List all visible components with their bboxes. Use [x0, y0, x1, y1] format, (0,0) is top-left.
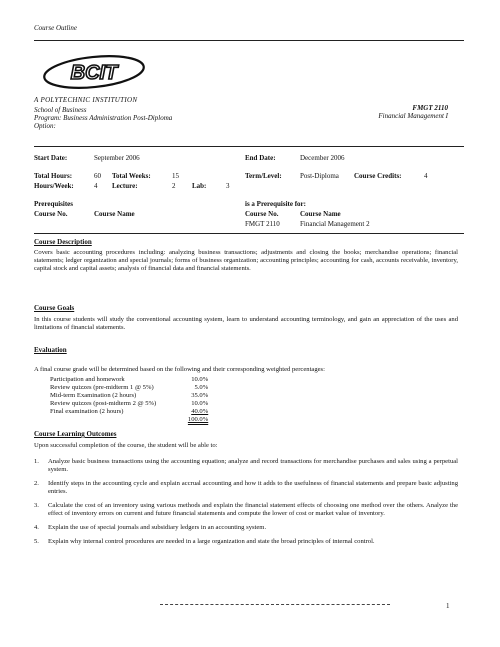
- list-item-number: 2.: [34, 480, 39, 487]
- list-item-text: Identify steps in the accounting cycle and explain accrual accounting and how it adds to the usefulness of financial statements and prepare basic adjusting entries.: [48, 480, 458, 495]
- logo-text: BCIT: [70, 62, 118, 84]
- list-item: [34, 538, 458, 546]
- term-value: Post-Diploma: [300, 172, 339, 180]
- term-label: Term/Level:: [245, 172, 282, 180]
- evaluation-item-label: Review quizzes (post-midterm 2 @ 5%): [50, 400, 157, 407]
- evaluation-row: [50, 392, 208, 400]
- evaluation-intro: A final course grade will be determined based on the following and their corresponding weighted percentages:: [34, 366, 325, 373]
- list-item: [34, 458, 458, 474]
- lecture-value: 2: [172, 182, 176, 190]
- header-rule: [34, 40, 464, 41]
- goals-text: In this course students will study the conventional accounting system, learn to understand accounting terminology, and gain an appreciation of the uses and limitations of financial statements.: [34, 316, 458, 331]
- description-heading: Course Description: [34, 238, 92, 246]
- list-item-text: Explain why internal control procedures are needed in a large organization and state the broad principles of internal control.: [48, 538, 375, 545]
- list-item-number: 1.: [34, 458, 39, 465]
- course-code: FMGT 2110: [412, 104, 448, 112]
- list-item-number: 4.: [34, 524, 39, 531]
- prereq-course-no-label: Course No.: [34, 210, 68, 218]
- outcomes-heading: Course Learning Outcomes: [34, 430, 117, 438]
- lab-label: Lab:: [192, 182, 207, 190]
- option: Option:: [34, 122, 56, 130]
- total-hours-label: Total Hours:: [34, 172, 73, 180]
- page-number: 1: [446, 602, 450, 610]
- outcomes-intro: Upon successful completion of the course, the student will be able to:: [34, 442, 218, 449]
- list-item: [34, 524, 458, 532]
- evaluation-item-pct: 10.0%: [191, 376, 209, 383]
- prereq-for-course-name-label: Course Name: [300, 210, 341, 218]
- hours-week-label: Hours/Week:: [34, 182, 74, 190]
- evaluation-heading: Evaluation: [34, 346, 67, 354]
- info-rule-top: [34, 146, 464, 147]
- evaluation-item-pct: 10.0%: [191, 400, 209, 407]
- evaluation-item-pct: 5.0%: [194, 384, 209, 391]
- evaluation-row: [50, 400, 208, 408]
- total-hours-value: 60: [94, 172, 101, 180]
- evaluation-total: 100.0%: [187, 416, 209, 423]
- evaluation-total-row: [50, 416, 208, 424]
- end-date-value: December 2006: [300, 154, 345, 162]
- footer-rule: [160, 604, 390, 605]
- goals-heading: Course Goals: [34, 304, 75, 312]
- list-item-number: 3.: [34, 502, 39, 509]
- prerequisites-label: Prerequisites: [34, 200, 74, 208]
- program: Program: Business Administration Post-Diploma: [34, 114, 173, 122]
- evaluation-table: [50, 376, 208, 424]
- doc-label: Course Outline: [34, 24, 77, 32]
- total-weeks-value: 15: [172, 172, 179, 180]
- list-item-text: Analyze basic business transactions using the accounting equation; analyze and record transactions for merchandise purchases and sales using a perpetual system.: [48, 458, 458, 473]
- evaluation-row: [50, 408, 208, 416]
- credits-label: Course Credits:: [354, 172, 402, 180]
- lecture-label: Lecture:: [112, 182, 138, 190]
- evaluation-row: [50, 384, 208, 392]
- evaluation-item-pct: 35.0%: [191, 392, 209, 399]
- evaluation-item-label: Mid-term Examination (2 hours): [50, 392, 137, 399]
- institution-tagline: A POLYTECHNIC INSTITUTION: [34, 96, 138, 104]
- list-item-text: Calculate the cost of an inventory using various methods and explain the financial statement effects of choosing one method over the others. Analyze the effect of inventory errors on current and future financial statements and compute the lower of cost or market value of inventory.: [48, 502, 458, 517]
- list-item: [34, 480, 458, 496]
- course-name: Financial Management I: [378, 112, 448, 120]
- bcit-logo: [40, 52, 148, 92]
- evaluation-row: [50, 376, 208, 384]
- list-item: [34, 502, 458, 518]
- credits-value: 4: [424, 172, 428, 180]
- lab-value: 3: [226, 182, 230, 190]
- school: School of Business: [34, 106, 87, 114]
- outcomes-list: [34, 458, 458, 552]
- evaluation-item-label: Participation and homework: [50, 376, 125, 383]
- prereq-course-name-label: Course Name: [94, 210, 135, 218]
- prereq-for-course-name: Financial Management 2: [300, 220, 370, 228]
- evaluation-item-label: Final examination (2 hours): [50, 408, 124, 415]
- list-item-text: Explain the use of special journals and subsidiary ledgers in an accounting system.: [48, 524, 267, 531]
- description-text: Covers basic accounting procedures including: analyzing business transactions; adjustments and closing the books; merchandise operations; financial statements; ledger organization and special journals; forms of business organization; accounting principles; accounting for cash, accounts receivable, inventory, capital stock and capital assets; analysis of financial data and financial statements.: [34, 249, 458, 272]
- evaluation-item-label: Review quizzes (pre-midterm 1 @ 5%): [50, 384, 154, 391]
- list-item-number: 5.: [34, 538, 39, 545]
- prerequisite-for-label: is a Prerequisite for:: [245, 200, 306, 208]
- start-date-label: Start Date:: [34, 154, 68, 162]
- total-weeks-label: Total Weeks:: [112, 172, 151, 180]
- end-date-label: End Date:: [245, 154, 276, 162]
- prereq-for-course-no: FMGT 2110: [245, 220, 280, 228]
- evaluation-item-pct: 40.0%: [191, 408, 209, 415]
- hours-week-value: 4: [94, 182, 98, 190]
- start-date-value: September 2006: [94, 154, 140, 162]
- info-rule-bottom: [34, 233, 464, 234]
- prereq-for-course-no-label: Course No.: [245, 210, 279, 218]
